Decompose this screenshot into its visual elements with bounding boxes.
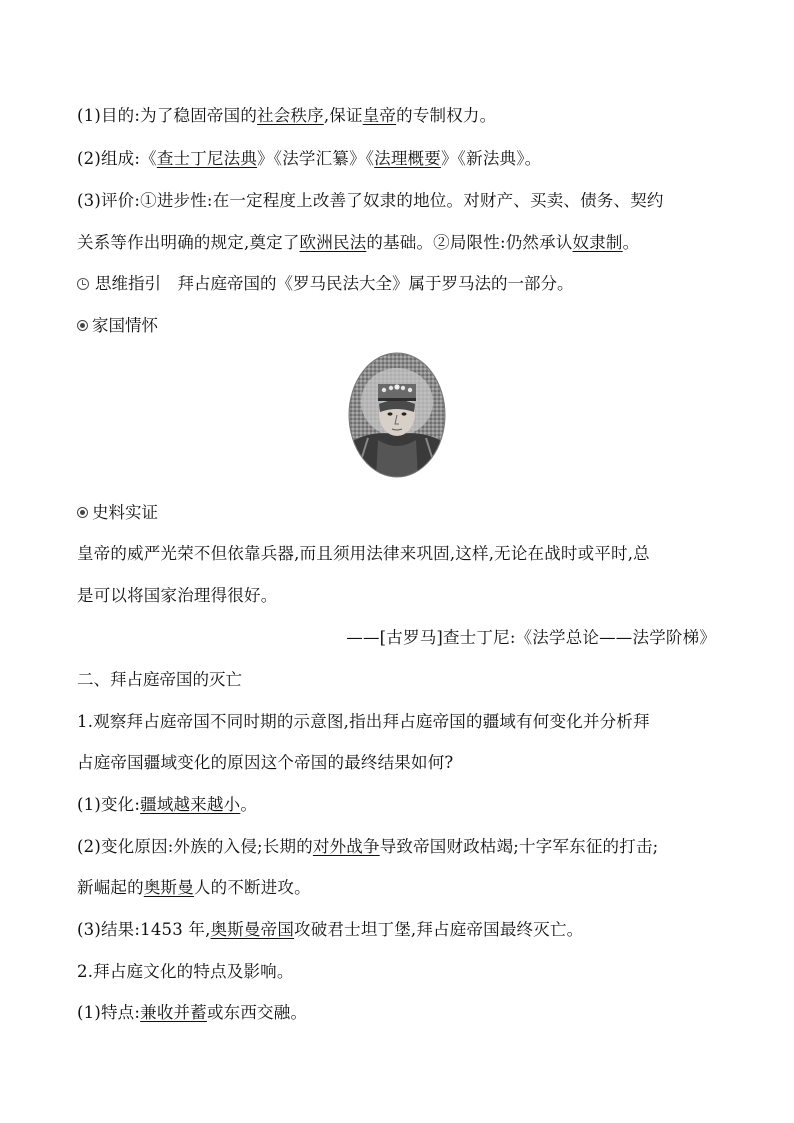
text: 》《法学汇纂》《	[257, 149, 375, 168]
answer-underlined: 奴隶制	[572, 233, 623, 252]
text: (3)结果:1453 年,	[77, 920, 211, 939]
home-country-heading	[77, 315, 158, 337]
section-label: 史料实证	[92, 503, 158, 522]
answer-underlined: 欧洲民法	[299, 233, 367, 252]
text: 导致帝国财政枯竭;十字军东征的打击;	[379, 837, 659, 856]
result-answer	[77, 919, 583, 941]
evaluation-line-2	[77, 232, 639, 254]
answer-underlined: 社会秩序	[257, 106, 324, 125]
answer-underlined: 对外战争	[312, 837, 380, 856]
text: 攻破君士坦丁堡,拜占庭帝国最终灭亡。	[294, 920, 584, 939]
answer-underlined: 奥斯曼帝国	[210, 920, 295, 939]
text: 关系等作出明确的规定,奠定了	[77, 233, 300, 252]
section-heading: 二、拜占庭帝国的灭亡	[77, 670, 242, 689]
text: ,保证	[323, 106, 363, 125]
evaluation-line-1: (3)评价:①进步性:在一定程度上改善了奴隶的地位。对财产、买卖、债务、契约	[77, 191, 664, 210]
quote-attribution: ——[古罗马]查士丁尼:《法学总论——法学阶梯》	[346, 628, 716, 647]
answer-underlined: 奥斯曼	[143, 878, 194, 897]
purpose-line	[77, 105, 496, 127]
feature-answer	[77, 1002, 307, 1024]
thinking-tip	[77, 273, 574, 295]
bullet-icon	[77, 507, 88, 518]
text: 。	[622, 233, 640, 252]
answer-underlined: 皇帝	[362, 106, 397, 125]
historical-evidence-heading	[77, 502, 158, 524]
answer-underlined: 兼收并蓄	[140, 1003, 207, 1022]
text: 的专制权力。	[396, 106, 497, 125]
text: (1)特点:	[77, 1003, 141, 1022]
quote-line-1: 皇帝的威严光荣不但依靠兵器,而且须用法律来巩固,这样,无论在战时或平时,总	[77, 544, 650, 563]
answer-underlined: 法理概要	[374, 149, 441, 168]
answer-underlined: 查士丁尼法典	[156, 149, 258, 168]
section-label: 家国情怀	[92, 316, 158, 335]
text: 》《新法典》。	[440, 149, 542, 168]
question-1-line-2: 占庭帝国疆域变化的原因这个帝国的最终结果如何?	[77, 753, 454, 772]
question-1-line-1: 1.观察拜占庭帝国不同时期的示意图,指出拜占庭帝国的疆域有何变化并分析拜	[77, 712, 650, 731]
question-2: 2.拜占庭文化的特点及影响。	[77, 962, 294, 981]
text: 或东西交融。	[206, 1003, 308, 1022]
text: (2)变化原因:外族的入侵;长期的	[77, 837, 313, 856]
reason-line-1	[77, 836, 658, 858]
justinian-mosaic-portrait	[348, 352, 446, 478]
text: 新崛起的	[77, 878, 144, 897]
text: (2)组成:《	[77, 149, 157, 168]
text: (1)变化:	[77, 795, 141, 814]
answer-underlined: 疆域越来越小	[140, 795, 241, 814]
clock-icon	[77, 278, 89, 290]
tip-text: 思维指引 拜占庭帝国的《罗马民法大全》属于罗马法的一部分。	[95, 274, 574, 293]
text: (1)目的:为了稳固帝国的	[77, 106, 258, 125]
change-answer	[77, 794, 257, 816]
bullet-icon	[77, 320, 88, 331]
reason-line-2	[77, 877, 311, 899]
composition-line	[77, 148, 541, 170]
text: 人的不断进攻。	[193, 878, 311, 897]
text: 。	[240, 795, 258, 814]
text: 的基础。②局限性:仍然承认	[366, 233, 573, 252]
quote-line-2: 是可以将国家治理得很好。	[77, 586, 278, 605]
